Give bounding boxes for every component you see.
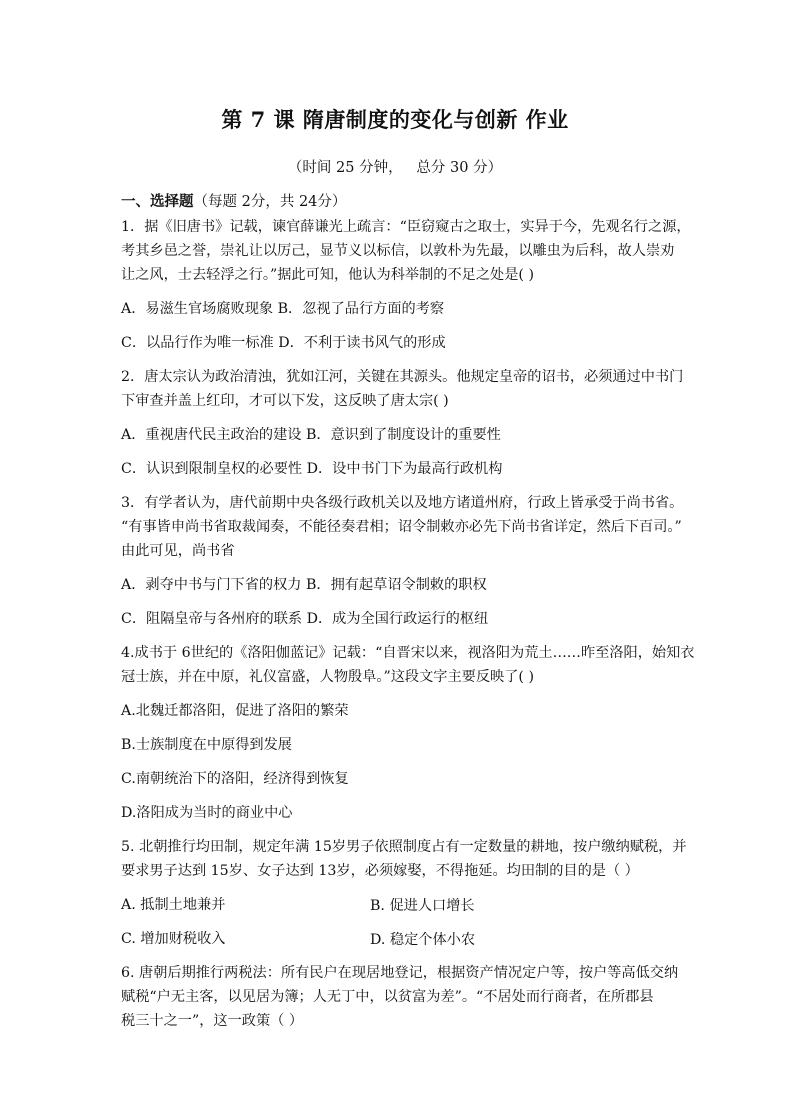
section-name: 一、选择题 — [121, 193, 194, 210]
q3-options-c-d: C．阻隔皇帝与各州府的联系 D．成为全国行政运行的枢纽 — [121, 611, 489, 627]
q5-stem-line-1: 5. 北朝推行均田制，规定年满 15岁男子依照制度占有一定数量的耕地，按户缴纳赋税，并 — [121, 839, 687, 855]
q3-stem-line-3: 由此可见，尚书省 — [121, 543, 235, 559]
section-heading — [121, 190, 346, 211]
q4-option-b: B.士族制度在中原得到发展 — [121, 737, 292, 753]
q2-stem-line-2: 下审查并盖上红印，才可以下发，这反映了唐太宗( ) — [121, 393, 449, 409]
q5-option-a: A. 抵制土地兼并 — [121, 897, 226, 913]
q6-stem-line-3: 税三十之一”，这一政策（ ） — [121, 1013, 304, 1029]
q1-stem-line-1: 1．据《旧唐书》记载，谏官薛谦光上疏言：“臣窃窥古之取士，实异于今，先观名行之源， — [121, 219, 691, 235]
q2-options-c-d: C．认识到限制皇权的必要性 D．设中书门下为最高行政机构 — [121, 461, 503, 477]
q3-options-a-b: A．剥夺中书与门下省的权力 B．拥有起草诏令制敕的职权 — [121, 577, 487, 593]
q1-options-a-b: A．易滋生官场腐败现象 B．忽视了品行方面的考察 — [121, 301, 445, 317]
q5-stem-line-2: 要求男子达到 15岁、女子达到 13岁，必须嫁娶，不得拖延。均田制的目的是（ ） — [121, 863, 639, 879]
q4-stem-line-2: 冠士族，并在中原，礼仪富盛，人物殷阜。”这段文字主要反映了( ) — [121, 669, 534, 685]
time-score-note: （时间 25 分钟， 总分 30 分） — [287, 160, 503, 176]
section-note: （每题 2分，共 24分） — [193, 194, 347, 210]
q5-option-b: B. 促进人口增长 — [370, 898, 475, 914]
q3-stem-line-2: “有事皆申尚书省取裁闻奏，不能径奏君相；诏令制敕亦必先下尚书省详定，然后下百司。” — [121, 519, 682, 535]
page-title: 第 7 课 隋唐制度的变化与创新 作业 — [221, 107, 569, 132]
q1-stem-line-2: 考其乡邑之誉，崇礼让以厉己，显节义以标信，以敦朴为先最，以雕虫为后科，故人崇劝 — [121, 243, 675, 259]
q5-option-c: C. 增加财税收入 — [121, 931, 226, 947]
q6-stem-line-2: 赋税“户无主客，以见居为簿；人无丁中，以贫富为差”。“不居处而行商者，在所郡县 — [121, 989, 654, 1005]
q6-stem-line-1: 6. 唐朝后期推行两税法：所有民户在现居地登记，根据资产情况定户等，按户等高低交纳 — [121, 965, 679, 981]
q4-option-d: D.洛阳成为当时的商业中心 — [121, 805, 293, 821]
q2-stem-line-1: 2．唐太宗认为政治清浊，犹如江河，关键在其源头。他规定皇帝的诏书，必须通过中书门 — [121, 369, 684, 385]
q4-stem-line-1: 4.成书于 6世纪的《洛阳伽蓝记》记载：“自晋宋以来，视洛阳为荒土……昨至洛阳，始知衣 — [121, 645, 695, 661]
q3-stem-line-1: 3．有学者认为，唐代前期中央各级行政机关以及地方诸道州府，行政上皆承受于尚书省。 — [121, 495, 684, 511]
q2-options-a-b: A．重视唐代民主政治的建设 B．意识到了制度设计的重要性 — [121, 427, 501, 443]
q1-options-c-d: C．以品行作为唯一标准 D．不利于读书风气的形成 — [121, 335, 446, 351]
q4-option-a: A.北魏迁都洛阳，促进了洛阳的繁荣 — [121, 703, 349, 719]
q4-option-c: C.南朝统治下的洛阳，经济得到恢复 — [121, 771, 349, 787]
q5-option-d: D. 稳定个体小农 — [370, 932, 476, 948]
q1-stem-line-3: 让之风，士去轻浮之行。”据此可知，他认为科举制的不足之处是( ) — [121, 267, 534, 283]
